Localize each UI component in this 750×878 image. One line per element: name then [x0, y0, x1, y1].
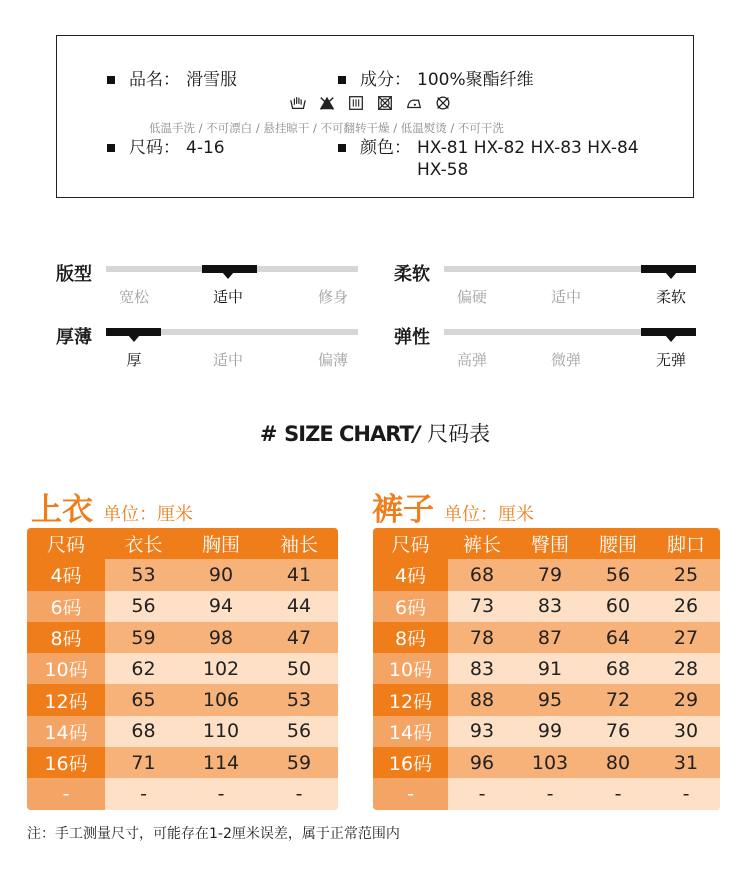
table-size-cell: 10码 — [373, 653, 448, 684]
table-row — [27, 591, 338, 622]
scale-option: 微弹 — [550, 351, 582, 369]
table-size-cell: 14码 — [27, 716, 105, 747]
scale-elasticity — [394, 325, 704, 369]
table-value-cell: 98 — [182, 622, 260, 653]
table-value-cell: 114 — [182, 747, 260, 778]
table-header-row — [27, 528, 338, 559]
table-value-cell: 83 — [516, 591, 584, 622]
table-row — [373, 559, 720, 590]
table-value-cell: 76 — [584, 716, 652, 747]
size-value: 4-16 — [186, 138, 225, 158]
table-value-cell: 30 — [652, 716, 720, 747]
table-value-cell: - — [652, 778, 720, 809]
table-value-cell: 72 — [584, 684, 652, 715]
table-value-cell: 44 — [260, 591, 338, 622]
bullet-icon — [107, 144, 115, 152]
scale-option: 偏硬 — [456, 288, 488, 306]
table-value-cell: 68 — [584, 653, 652, 684]
scale-option: 偏薄 — [317, 351, 349, 369]
product-info-box — [56, 35, 694, 198]
scale-thickness — [56, 325, 366, 369]
table-value-cell: 68 — [448, 559, 516, 590]
scale-pointer-icon — [665, 272, 677, 279]
table-size-cell: 14码 — [373, 716, 448, 747]
scale-pointer-icon — [128, 335, 140, 342]
scale-name: 柔软 — [394, 264, 430, 285]
table-row — [27, 559, 338, 590]
scale-option: 高弹 — [456, 351, 488, 369]
measurement-note: 注：手工测量尺寸，可能存在1-2厘米误差，属于正常范围内 — [27, 826, 400, 842]
low-iron-icon — [405, 94, 423, 112]
table-size-cell: 4码 — [373, 559, 448, 590]
table-value-cell: 79 — [516, 559, 584, 590]
scale-option: 适中 — [550, 288, 582, 306]
table-size-cell: 4码 — [27, 559, 105, 590]
scale-pointer-icon — [665, 335, 677, 342]
table-row — [27, 778, 338, 809]
table-value-cell: - — [105, 778, 182, 809]
table-value-cell: - — [448, 778, 516, 809]
table-value-cell: 50 — [260, 653, 338, 684]
scale-option: 适中 — [212, 288, 244, 306]
table-value-cell: 60 — [584, 591, 652, 622]
top-table-unit: 单位：厘米 — [103, 504, 193, 525]
scale-option: 无弹 — [655, 351, 687, 369]
table-value-cell: 28 — [652, 653, 720, 684]
table-value-cell: 53 — [260, 684, 338, 715]
scale-option: 柔软 — [655, 288, 687, 306]
table-value-cell: 94 — [182, 591, 260, 622]
table-value-cell: 87 — [516, 622, 584, 653]
table-value-cell: 102 — [182, 653, 260, 684]
table-header-cell: 袖长 — [260, 528, 338, 559]
table-size-cell: 6码 — [373, 591, 448, 622]
size-chart-cn: 尺码表 — [427, 422, 491, 446]
table-value-cell: 59 — [260, 747, 338, 778]
no-bleach-icon — [318, 94, 336, 112]
table-value-cell: 80 — [584, 747, 652, 778]
table-size-cell: 12码 — [373, 684, 448, 715]
table-value-cell: - — [182, 778, 260, 809]
table-row — [27, 684, 338, 715]
table-size-cell: 16码 — [27, 747, 105, 778]
table-size-cell: 10码 — [27, 653, 105, 684]
table-header-cell: 臀围 — [516, 528, 584, 559]
scale-name: 弹性 — [394, 327, 430, 348]
table-header-cell: 裤长 — [448, 528, 516, 559]
table-value-cell: 93 — [448, 716, 516, 747]
no-dry-clean-icon — [434, 94, 452, 112]
pants-table-unit: 单位：厘米 — [444, 504, 534, 525]
material-label: 成分： — [360, 70, 411, 90]
product-color — [338, 137, 657, 181]
table-row — [373, 622, 720, 653]
table-row — [27, 716, 338, 747]
scale-bar — [444, 266, 696, 306]
product-name-label: 品名： — [129, 70, 180, 90]
product-material — [338, 69, 534, 91]
pants-size-table — [373, 528, 720, 810]
table-header-cell: 脚口 — [652, 528, 720, 559]
table-row — [27, 747, 338, 778]
care-icons — [289, 94, 452, 112]
table-row — [373, 591, 720, 622]
product-size — [107, 137, 225, 159]
table-row — [373, 653, 720, 684]
scale-bar — [106, 266, 358, 306]
table-value-cell: 29 — [652, 684, 720, 715]
table-value-cell: 96 — [448, 747, 516, 778]
hand-wash-icon — [289, 94, 307, 112]
table-row — [373, 684, 720, 715]
table-value-cell: 91 — [516, 653, 584, 684]
table-value-cell: 68 — [105, 716, 182, 747]
bullet-icon — [338, 76, 346, 84]
no-tumble-dry-icon — [376, 94, 394, 112]
top-size-table — [27, 528, 338, 810]
bullet-icon — [338, 144, 346, 152]
table-value-cell: 56 — [105, 591, 182, 622]
scale-option: 适中 — [212, 351, 244, 369]
scale-name: 厚薄 — [56, 327, 92, 348]
table-header-cell: 尺码 — [27, 528, 105, 559]
table-size-cell: 8码 — [373, 622, 448, 653]
size-chart-en: SIZE CHART — [284, 422, 413, 446]
table-size-cell: - — [27, 778, 105, 809]
table-value-cell: 95 — [516, 684, 584, 715]
table-value-cell: 64 — [584, 622, 652, 653]
table-value-cell: 62 — [105, 653, 182, 684]
table-size-cell: 16码 — [373, 747, 448, 778]
pants-table-name: 裤子 — [372, 492, 434, 528]
table-value-cell: 78 — [448, 622, 516, 653]
size-chart-title — [0, 418, 750, 448]
table-value-cell: 73 — [448, 591, 516, 622]
table-value-cell: 83 — [448, 653, 516, 684]
table-value-cell: 106 — [182, 684, 260, 715]
table-value-cell: 90 — [182, 559, 260, 590]
table-value-cell: 26 — [652, 591, 720, 622]
table-header-row — [373, 528, 720, 559]
table-row — [27, 622, 338, 653]
material-value: 100%聚酯纤维 — [417, 70, 534, 90]
scale-name: 版型 — [56, 264, 92, 285]
table-size-cell: 12码 — [27, 684, 105, 715]
table-value-cell: - — [584, 778, 652, 809]
table-row — [373, 778, 720, 809]
table-value-cell: 110 — [182, 716, 260, 747]
scale-option: 修身 — [317, 288, 349, 306]
table-value-cell: 56 — [260, 716, 338, 747]
product-name — [107, 69, 237, 91]
drip-dry-icon — [347, 94, 365, 112]
table-size-cell: 8码 — [27, 622, 105, 653]
table-value-cell: 88 — [448, 684, 516, 715]
table-header-cell: 胸围 — [182, 528, 260, 559]
table-value-cell: - — [260, 778, 338, 809]
table-row — [27, 653, 338, 684]
table-value-cell: - — [516, 778, 584, 809]
table-value-cell: 25 — [652, 559, 720, 590]
table-value-cell: 59 — [105, 622, 182, 653]
scale-fit — [56, 262, 366, 306]
table-value-cell: 65 — [105, 684, 182, 715]
care-instructions-text: 低温手洗 / 不可漂白 / 悬挂晾干 / 不可翻转干燥 / 低温熨烫 / 不可干洗 — [149, 121, 504, 135]
bullet-icon — [107, 76, 115, 84]
slash-mark: / — [412, 422, 421, 446]
table-value-cell: 71 — [105, 747, 182, 778]
hash-mark: # — [259, 422, 278, 446]
table-value-cell: 27 — [652, 622, 720, 653]
scale-bar — [444, 329, 696, 369]
scale-bar — [106, 329, 358, 369]
table-size-cell: - — [373, 778, 448, 809]
scale-option: 宽松 — [118, 288, 150, 306]
table-value-cell: 41 — [260, 559, 338, 590]
table-header-cell: 腰围 — [584, 528, 652, 559]
top-table-heading — [31, 484, 193, 529]
table-size-cell: 6码 — [27, 591, 105, 622]
table-value-cell: 99 — [516, 716, 584, 747]
table-value-cell: 31 — [652, 747, 720, 778]
table-row — [373, 747, 720, 778]
top-table-name: 上衣 — [31, 492, 93, 528]
color-value: HX-81 HX-82 HX-83 HX-84 HX-58 — [417, 138, 639, 180]
pants-table-heading — [372, 484, 534, 529]
size-label: 尺码： — [129, 138, 180, 158]
color-label: 颜色： — [360, 138, 411, 158]
product-name-value: 滑雪服 — [186, 70, 237, 90]
table-header-cell: 尺码 — [373, 528, 448, 559]
table-value-cell: 56 — [584, 559, 652, 590]
scale-pointer-icon — [222, 272, 234, 279]
scale-option: 厚 — [126, 351, 142, 369]
scale-softness — [394, 262, 704, 306]
table-value-cell: 53 — [105, 559, 182, 590]
table-value-cell: 103 — [516, 747, 584, 778]
table-row — [373, 716, 720, 747]
table-value-cell: 47 — [260, 622, 338, 653]
table-header-cell: 衣长 — [105, 528, 182, 559]
